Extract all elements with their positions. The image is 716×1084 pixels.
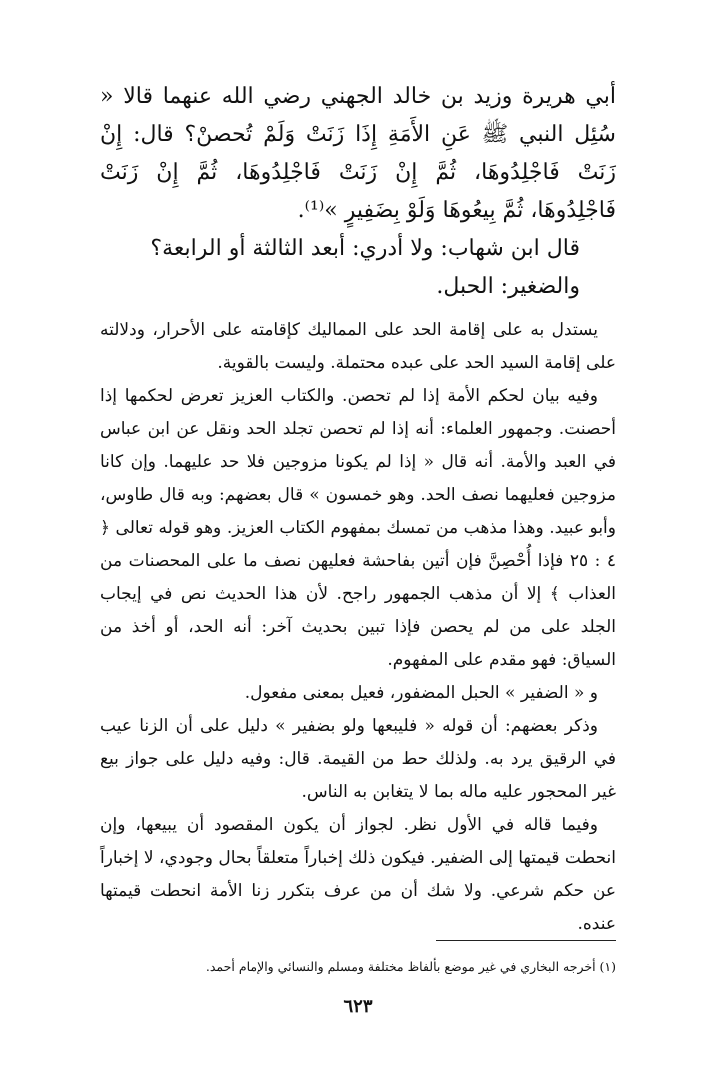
hadith-text-block [100, 78, 616, 306]
page-number: ٦٢٣ [343, 996, 373, 1017]
commentary-paragraph: وفيما قاله في الأول نظر. لجواز أن يكون المقصود أن يبيعها، وإن انحطت قيمتها إلى الضفير. فيكون ذلك إخباراً متعلقاً بحال وجودي، لا إخباراً عن حكم شرعي. ولا شك أن من عرف بتكرر زنا الأمة انحطت قيمتها عنده. [100, 815, 616, 934]
footnote: (١) أخرجه البخاري في غير موضع بألفاظ مختلفة ومسلم والنسائي والإمام أحمد. [205, 959, 616, 974]
hadith-main-text: أبي هريرة وزيد بن خالد الجهني رضي الله عنهما قالا « سُئِل النبي ﷺ عَنِ الأَمَةِ إِذَا زَنَتْ وَلَمْ تُحصنْ؟ قال: إِنْ زَنَتْ فَاجْلِدُوهَا، ثُمَّ إِنْ زَنَتْ فَاجْلِدُوهَا، ثُمَّ إِنْ زَنَتْ فَاجْلِدُوهَا، ثُمَّ بِيعُوهَا وَلَوْ بِضَفِيرٍ »⁽¹⁾. [100, 84, 616, 223]
footnote-divider [436, 940, 616, 941]
commentary-block [100, 314, 616, 941]
dafir-definition: والضغير: الحبل. [436, 274, 580, 299]
ibn-shihab-remark: قال ابن شهاب: ولا أدري: أبعد الثالثة أو الرابعة؟ [150, 236, 580, 261]
commentary-paragraph: يستدل به على إقامة الحد على المماليك كإقامته على الأحرار، ودلالته على إقامة السيد الحد على عبده محتملة. وليست بالقوية. [100, 320, 616, 373]
commentary-paragraph: وفيه بيان لحكم الأمة إذا لم تحصن. والكتاب العزيز تعرض لحكمها إذا أحصنت. وجمهور العلماء: أنه إذا لم تحصن تجلد الحد ونقل عن ابن عباس في العبد والأمة. أنه قال « إذا لم يكونا مزوجين فلا حد عليهما. وإن كانا مزوجين فعليهما نصف الحد. وهو خمسون » قال بعضهم: وبه قال طاوس، وأبو عبيد. وهذا مذهب من تمسك بمفهوم الكتاب العزيز. وهو قوله تعالى ﴿ ٤ : ٢٥ فإذا أُحْصِنَّ فإن أتين بفاحشة فعليهن نصف ما على المحصنات من العذاب ﴾ إلا أن مذهب الجمهور راجح. لأن هذا الحديث نص في إيجاب الجلد على من لم يحصن فإذا تبين بحديث آخر: أنه الحد، أو أخذ من السياق: فهو مقدم على المفهوم. [100, 386, 616, 670]
commentary-paragraph: وذكر بعضهم: أن قوله « فليبعها ولو بضفير » دليل على أن الزنا عيب في الرقيق يرد به. ولذلك حط من القيمة. قال: وفيه دليل على جواز بيع غير المحجور عليه ماله بما لا يتغابن به الناس. [100, 716, 616, 802]
commentary-paragraph: و « الضفير » الحبل المضفور، فعيل بمعنى مفعول. [244, 683, 598, 703]
